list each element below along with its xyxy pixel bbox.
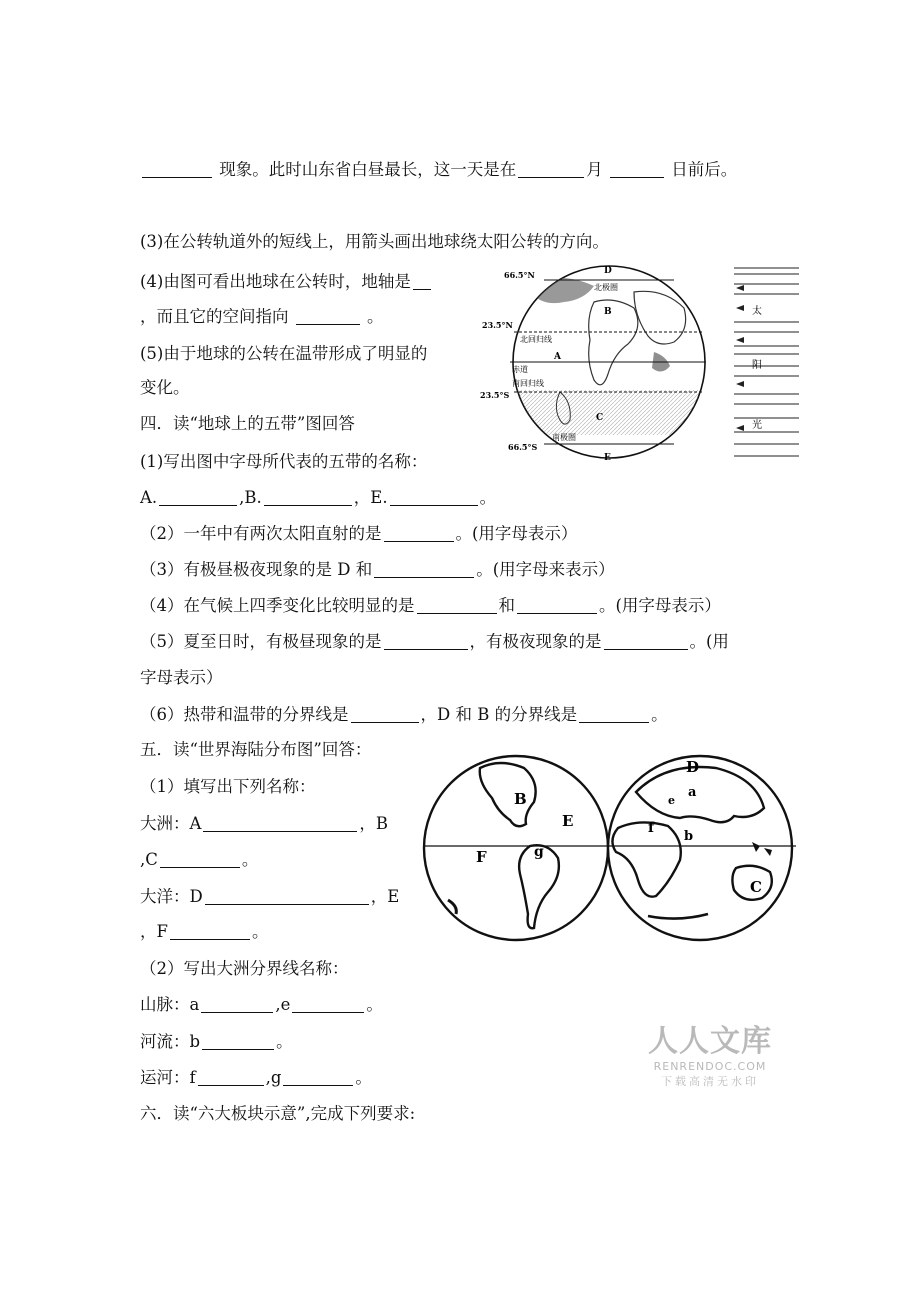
map-label-f-ocean: F: [476, 848, 487, 866]
map-label-e: E: [562, 812, 574, 830]
q3-continuation-line: 现象。此时山东省白昼最长，这一天是在 月 日前后。: [140, 158, 737, 182]
blank-axis-direction[interactable]: [296, 306, 360, 325]
q3-item3: (3)在公转轨道外的短线上，用箭头画出地球绕太阳公转的方向。: [140, 232, 609, 251]
map-label-b: B: [514, 790, 527, 808]
blank-season-2[interactable]: [517, 595, 597, 614]
blank-polar-day[interactable]: [374, 559, 474, 578]
blank-polar-day-summer[interactable]: [384, 631, 468, 650]
western-hemisphere: [424, 756, 608, 940]
q4-item1: (1)写出图中字母所代表的五带的名称：: [140, 452, 428, 471]
letter-a: A: [554, 352, 561, 362]
map-label-a: a: [688, 785, 697, 800]
section-6-title: 六．读“六大板块示意”,完成下列要求:: [140, 1104, 416, 1123]
q5-mountains: 山脉：a ,e 。: [140, 995, 383, 1014]
label-tropic-capricorn: 南回归线: [512, 379, 544, 388]
q5-ocean-d: 大洋：D ，E: [140, 887, 400, 906]
blank-zone-b[interactable]: [264, 487, 352, 506]
q4-item6: （6）热带和温带的分界线是 ，D 和 B 的分界线是 。: [140, 705, 668, 724]
q3-item4: (4)由图可看出地球在公转时，地轴是: [140, 270, 433, 294]
map-label-f-canal: f: [648, 820, 655, 836]
watermark-tagline: 下载高清无水印: [661, 1075, 759, 1088]
blank-mountain-a[interactable]: [201, 994, 273, 1013]
q5-canals: 运河：f ,g 。: [140, 1068, 372, 1087]
label-tropic-cancer: 北回归线: [520, 335, 552, 344]
letter-b: B: [604, 307, 612, 317]
q4-item5-cont: 字母表示）: [140, 668, 223, 687]
blank-continent-a[interactable]: [203, 813, 357, 832]
q4-item5: （5）夏至日时，有极昼现象的是 ，有极夜现象的是 。(用: [140, 632, 729, 651]
blank-canal-f[interactable]: [198, 1067, 264, 1086]
letter-d: D: [604, 266, 612, 276]
sun-char-3: 光: [752, 420, 762, 431]
blank-mountain-e[interactable]: [292, 994, 364, 1013]
blank-zone-e[interactable]: [390, 487, 478, 506]
ray-arrowheads: [736, 285, 744, 431]
q4-item2: （2）一年中有两次太阳直射的是 。(用字母表示）: [140, 524, 578, 543]
q5-ocean-f: ，F 。: [140, 922, 269, 941]
q5-river: 河流：b 。: [140, 1032, 293, 1051]
map-label-c: C: [750, 878, 762, 896]
watermark-title: 人人文库: [648, 1024, 772, 1059]
section-4-title: 四．读“地球上的五带”图回答: [140, 414, 355, 433]
q3-item4-cont: ，而且它的空间指向 。: [140, 307, 384, 326]
blank-ocean-f[interactable]: [170, 921, 250, 940]
q5-continent-a: 大洲：A ，B: [140, 814, 389, 833]
label-equator: 赤道: [512, 365, 528, 374]
blank-polar-night-summer[interactable]: [604, 631, 688, 650]
q5-item2: （2）写出大洲分界线名称：: [140, 959, 349, 978]
label-arctic-circle: 北极圈: [594, 283, 618, 292]
q4-item3: （3）有极昼极夜现象的是 D 和 。(用字母来表示）: [140, 560, 615, 579]
blank-river-b[interactable]: [202, 1031, 274, 1050]
map-label-e-small: e: [668, 794, 675, 807]
sun-char-1: 太: [752, 306, 762, 317]
blank-direct-sun[interactable]: [384, 523, 454, 542]
blank-d-b-boundary[interactable]: [579, 704, 649, 723]
blank-zone-a[interactable]: [159, 487, 237, 506]
blank-ocean-d[interactable]: [205, 886, 369, 905]
blank-day[interactable]: [610, 159, 664, 178]
q4-item4: （4）在气候上四季变化比较明显的是 和 。(用字母表示）: [140, 596, 721, 615]
q5-continent-c: ,C 。: [140, 850, 259, 869]
blank-month[interactable]: [518, 159, 584, 178]
eastern-hemisphere: [608, 756, 792, 940]
five-zones-figure: [474, 262, 804, 466]
watermark-domain: RENRENDOC.COM: [653, 1060, 767, 1073]
blank-tropic-boundary[interactable]: [351, 704, 419, 723]
section-5-title: 五．读“世界海陆分布图”回答：: [140, 740, 372, 759]
sun-char-2: 阳: [752, 360, 762, 371]
lat-66n: 66.5°N: [504, 270, 535, 280]
blank-axis-tilt[interactable]: [413, 271, 431, 290]
label-antarctic-circle: 南极圈: [552, 433, 576, 442]
map-label-b-river: b: [684, 829, 694, 844]
map-label-g: g: [534, 844, 544, 860]
blank-season-1[interactable]: [417, 595, 497, 614]
q3-item5-cont: 变化。: [140, 378, 190, 397]
world-map-figure: [418, 750, 798, 946]
q4-item1-blanks: A. ,B. ，E. 。: [140, 488, 497, 507]
letter-c: C: [596, 413, 604, 423]
blank-continent-c[interactable]: [160, 849, 240, 868]
blank-canal-g[interactable]: [283, 1067, 353, 1086]
lat-23s: 23.5°S: [480, 390, 510, 400]
watermark: [648, 1016, 772, 1089]
blank-phenomenon[interactable]: [142, 159, 212, 178]
q5-item1: （1）填写出下列名称：: [140, 777, 316, 796]
map-label-d: D: [686, 758, 700, 776]
q3-item5: (5)由于地球的公转在温带形成了明显的: [140, 344, 428, 363]
letter-e: E: [604, 453, 611, 463]
lat-66s: 66.5°S: [508, 442, 538, 452]
lat-23n: 23.5°N: [482, 320, 513, 330]
